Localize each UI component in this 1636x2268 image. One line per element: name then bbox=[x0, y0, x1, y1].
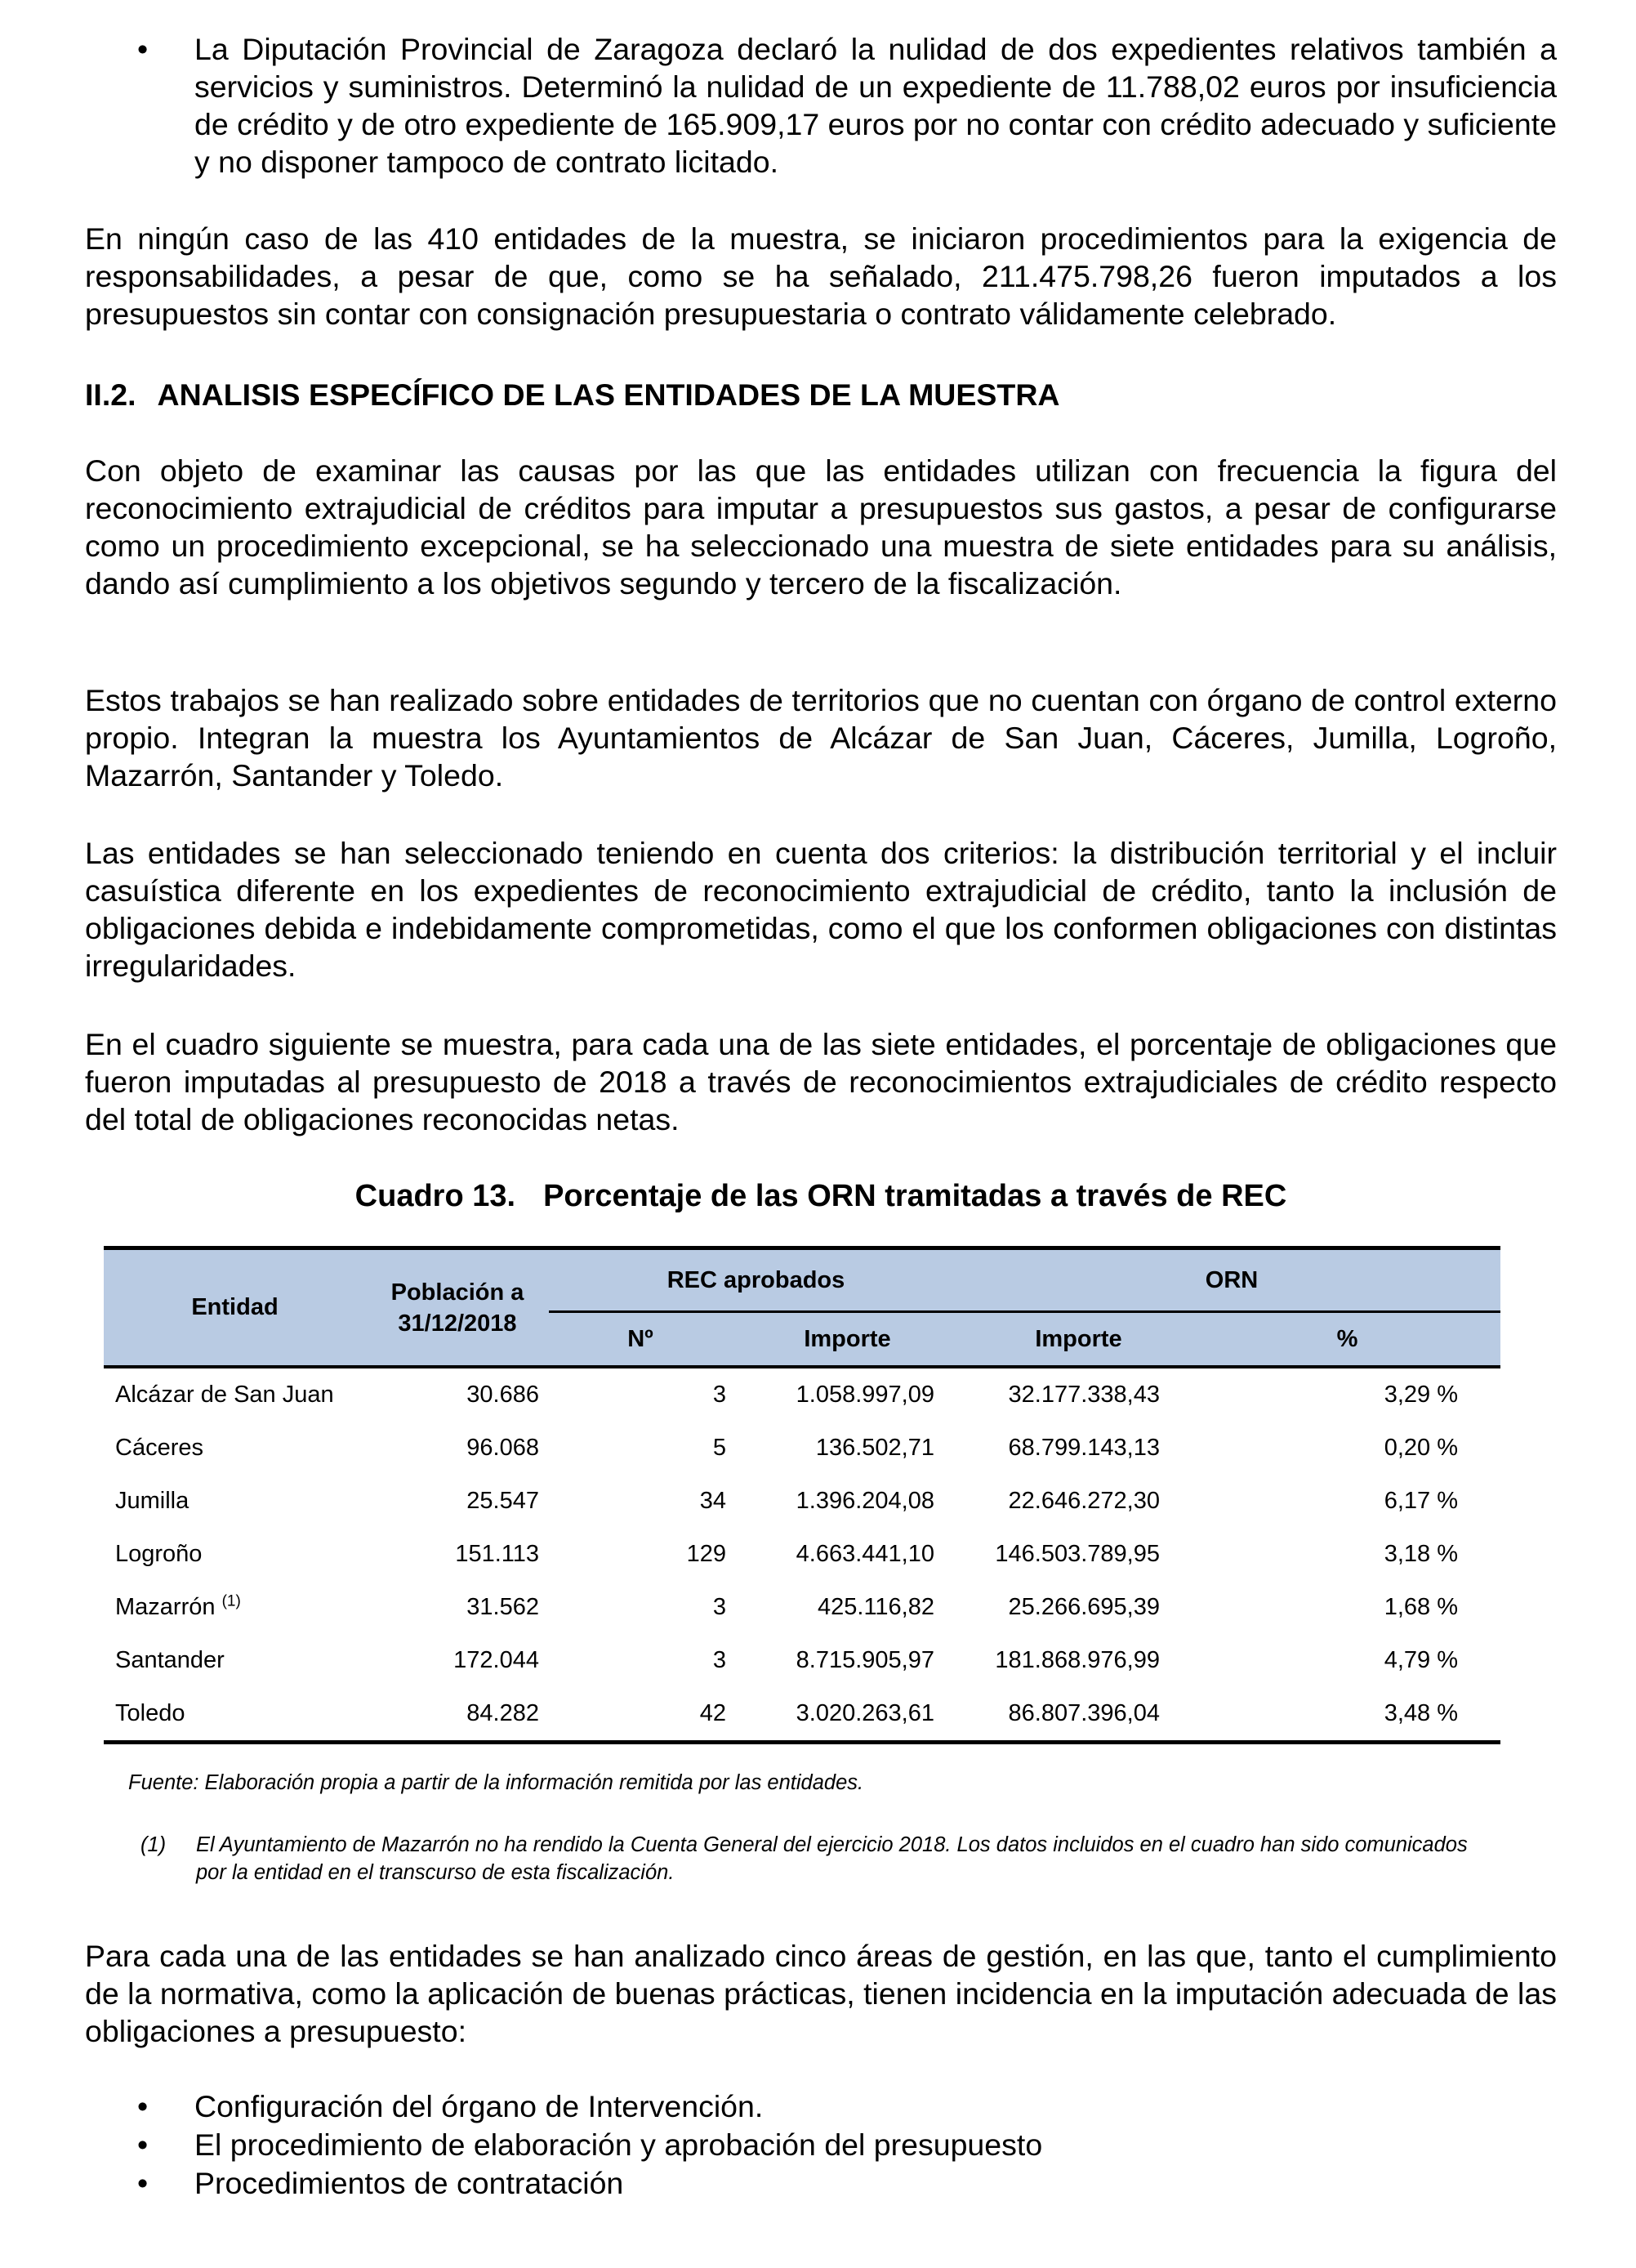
table-row bbox=[104, 1475, 1500, 1528]
paragraph-5: En el cuadro siguiente se muestra, para cada una de las siete entidades, el porcentaje de obligaciones que fueron imputadas al presupuesto de 2018 a través de reconocimientos extrajudiciales de crédito respecto del total de obligaciones reconocidas netas. bbox=[85, 1027, 1557, 1136]
cell-orn-importe: 22.646.272,30 bbox=[1008, 1488, 1160, 1514]
header-orn-pct: % bbox=[1194, 1312, 1500, 1368]
header-rec-n: Nº bbox=[549, 1312, 732, 1368]
section-number: II.2. bbox=[85, 377, 136, 412]
bullet-item bbox=[85, 2087, 1557, 2125]
cell-poblacion: 172.044 bbox=[453, 1647, 539, 1673]
bullet-dot-icon: • bbox=[137, 2166, 149, 2200]
cell-orn-pct: 3,29 % bbox=[1384, 1382, 1458, 1408]
cell-entidad: Logroño bbox=[115, 1541, 203, 1567]
cell-rec-importe: 3.020.263,61 bbox=[732, 1687, 963, 1743]
cell-orn-pct: 4,79 % bbox=[1384, 1647, 1458, 1673]
cell-orn-pct: 0,20 % bbox=[1384, 1435, 1458, 1461]
cell-orn-importe: 146.503.789,95 bbox=[995, 1541, 1160, 1567]
cell-rec-importe: 136.502,71 bbox=[815, 1435, 934, 1461]
bullet-item bbox=[85, 2126, 1557, 2163]
cell-rec-n: 3 bbox=[712, 1382, 726, 1408]
cell-rec-importe: 425.116,82 bbox=[818, 1594, 934, 1620]
cell-entidad: Cáceres bbox=[115, 1435, 203, 1461]
cell-rec-importe: 1.396.204,08 bbox=[796, 1488, 934, 1514]
cell-rec-importe: 4.663.441,10 bbox=[796, 1541, 934, 1567]
cell-orn-pct: 6,17 % bbox=[1384, 1488, 1458, 1514]
cell-rec-importe: 8.715.905,97 bbox=[796, 1647, 934, 1673]
cell-rec-n: 3 bbox=[712, 1647, 726, 1673]
caption-title: Porcentaje de las ORN tramitadas a través de REC bbox=[543, 1179, 1287, 1213]
cell-entidad: Toledo bbox=[104, 1687, 366, 1743]
cell-poblacion: 151.113 bbox=[455, 1541, 539, 1567]
cell-poblacion: 30.686 bbox=[466, 1382, 539, 1408]
cell-entidad: Santander bbox=[115, 1647, 225, 1673]
bullet-dot-icon: • bbox=[137, 32, 149, 66]
cell-rec-importe: 1.058.997,09 bbox=[796, 1382, 934, 1408]
cell-rec-n: 129 bbox=[686, 1541, 726, 1567]
cell-entidad: Alcázar de San Juan bbox=[115, 1382, 334, 1408]
caption-number: Cuadro 13. bbox=[354, 1179, 516, 1213]
table-row bbox=[104, 1581, 1500, 1634]
table-row bbox=[104, 1687, 1500, 1743]
cell-orn-importe: 68.799.143,13 bbox=[1008, 1435, 1160, 1461]
bullet-text: El procedimiento de elaboración y aprobación del presupuesto bbox=[194, 2127, 1043, 2162]
header-orn-importe: Importe bbox=[963, 1312, 1194, 1368]
cell-poblacion: 25.547 bbox=[466, 1488, 539, 1514]
cell-entidad: Mazarrón $^{(1)}$ bbox=[115, 1592, 241, 1620]
bullet-text: Configuración del órgano de Intervención. bbox=[194, 2089, 764, 2123]
cell-orn-importe: 86.807.396,04 bbox=[963, 1687, 1194, 1743]
paragraph-6: Para cada una de las entidades se han analizado cinco áreas de gestión, en las que, tanto el cumplimiento de la normativa, como la aplicación de buenas prácticas, tienen incidencia en la imputación adecuada de las obligaciones a presupuesto: bbox=[85, 1939, 1557, 2048]
header-poblacion-label: Población a 31/12/2018 bbox=[390, 1279, 524, 1337]
cell-rec-n: 3 bbox=[712, 1594, 726, 1620]
table-caption bbox=[85, 1177, 1557, 1215]
cell-poblacion: 96.068 bbox=[466, 1435, 539, 1461]
cell-orn-pct: 1,68 % bbox=[1384, 1594, 1458, 1620]
section-heading bbox=[85, 376, 1059, 413]
cell-orn-pct: 3,18 % bbox=[1384, 1541, 1458, 1567]
paragraph-2: Con objeto de examinar las causas por las que las entidades utilizan con frecuencia la figura del reconocimiento extrajudicial de créditos para imputar a presupuestos sus gastos, a pesar de configurarse como un procedimiento excepcional, se ha seleccionado una muestra de siete entidades para su análisis, dando así cumplimiento a los objetivos segundo y tercero de la fiscalización. bbox=[85, 453, 1557, 600]
cell-orn-pct: 3,48 % bbox=[1194, 1687, 1500, 1743]
cell-poblacion: 31.562 bbox=[466, 1594, 539, 1620]
header-poblacion bbox=[366, 1248, 549, 1368]
cell-rec-n: 42 bbox=[549, 1687, 732, 1743]
cell-rec-n: 34 bbox=[699, 1488, 726, 1514]
cell-entidad: Jumilla bbox=[115, 1488, 189, 1514]
bullet-dot-icon: • bbox=[137, 2127, 149, 2162]
cell-rec-n: 5 bbox=[712, 1435, 726, 1461]
section-title: ANALISIS ESPECÍFICO DE LAS ENTIDADES DE LA MUESTRA bbox=[157, 377, 1060, 412]
bullet-text: La Diputación Provincial de Zaragoza declaró la nulidad de dos expedientes relativos también a servicios y suministros. Determinó la nulidad de un expediente de 11.788,02 euros por insuficiencia de crédito y de otro expediente de 165.909,17 euros por no contar con crédito adecuado y suficiente y no disponer tampoco de contrato licitado. bbox=[194, 32, 1557, 179]
footnote-mark: (1) bbox=[140, 1833, 167, 1856]
paragraph-3: Estos trabajos se han realizado sobre entidades de territorios que no cuentan con órgano de control externo propio. Integran la muestra los Ayuntamientos de Alcázar de San Juan, Cáceres, Jumilla, Logroño, Mazarrón, Santander y Toledo. bbox=[85, 683, 1557, 792]
bullet-text: Procedimientos de contratación bbox=[194, 2166, 624, 2200]
header-rec-group: REC aprobados bbox=[549, 1248, 963, 1312]
footnote-ref: (1) bbox=[221, 1592, 241, 1610]
bullet-item bbox=[85, 2164, 1557, 2202]
table-row bbox=[104, 1528, 1500, 1581]
paragraph-1: En ningún caso de las 410 entidades de la muestra, se iniciaron procedimientos para la exigencia de responsabilidades, a pesar de que, como se ha señalado, 211.475.798,26 fueron imputados a los presupuestos sin contar con consignación presupuestaria o contrato válidamente celebrado. bbox=[85, 221, 1557, 331]
table-row bbox=[104, 1367, 1500, 1422]
table-footnote bbox=[140, 1831, 1513, 1886]
footnote-text: El Ayuntamiento de Mazarrón no ha rendido la Cuenta General del ejercicio 2018. Los datos incluidos en el cuadro han sido comunicados por la entidad en el transcurso de esta fiscalización. bbox=[196, 1833, 1468, 1884]
paragraph-4: Las entidades se han seleccionado teniendo en cuenta dos criterios: la distribución territorial y el incluir casuística diferente en los expedientes de reconocimiento extrajudicial de crédito, tanto la inclusión de obligaciones debida e indebidamente comprometidas, como el que los conformen obligaciones con distintas irregularidades. bbox=[85, 836, 1557, 983]
cell-poblacion: 84.282 bbox=[366, 1687, 549, 1743]
table-source: Fuente: Elaboración propia a partir de la información remitida por las entidades. bbox=[128, 1771, 864, 1794]
header-rec-importe: Importe bbox=[732, 1312, 963, 1368]
header-orn-group: ORN bbox=[963, 1248, 1500, 1312]
bullet-dot-icon: • bbox=[137, 2089, 149, 2123]
cell-orn-importe: 25.266.695,39 bbox=[1008, 1594, 1160, 1620]
table-row bbox=[104, 1634, 1500, 1687]
cell-orn-importe: 32.177.338,43 bbox=[1008, 1382, 1160, 1408]
bullet-item bbox=[85, 30, 1557, 181]
cell-orn-importe: 181.868.976,99 bbox=[995, 1647, 1160, 1673]
orn-rec-table bbox=[104, 1246, 1500, 1744]
table-row bbox=[104, 1422, 1500, 1475]
header-entidad: Entidad bbox=[104, 1248, 366, 1368]
